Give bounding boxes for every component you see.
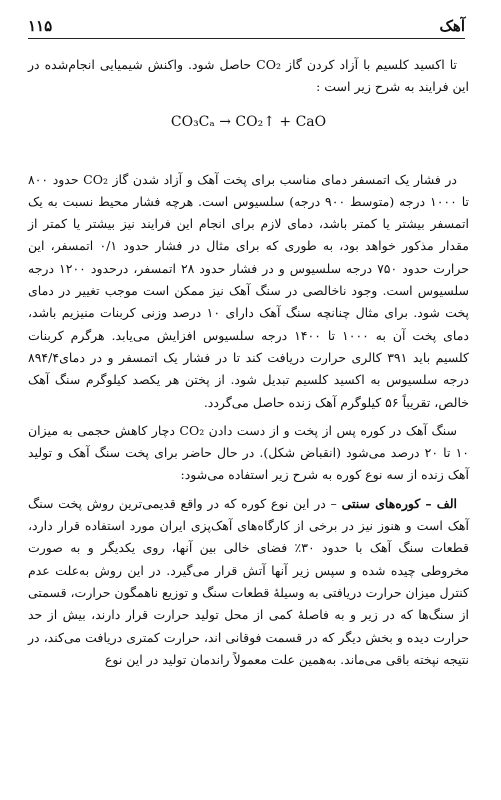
page-header: [28, 12, 465, 39]
page-number: ۱۱۵: [28, 17, 53, 35]
running-title: آهک: [439, 17, 465, 35]
paragraph-traditional-kilns: [28, 493, 469, 671]
section-heading-traditional-kilns: الف – کوره‌های سنتی: [341, 495, 457, 511]
chemical-equation: [28, 109, 469, 135]
equation-text: CO₃Cₐ → CO₂↑ + CaO: [170, 113, 327, 130]
paragraph-temperature: در فشار یک اتمسفر دمای مناسب برای پخت آهک و آزاد شدن گاز CO₂ حدود ۸۰۰ تا ۱۰۰۰ درجه (متوسط ۹۰۰ درجه) سلسیوس است. هرچه فشار محیط نسبت به یک اتمسفر بیشتر یا کمتر باشد، دمای لازم برای انجام این فرایند نیز بیشتر یا کمتر از مقدار مذکور خواهد بود، به طوری که برای مثال در فشار حدود ۰/۱ اتمسفر، این حرارت حدود ۷۵۰ درجه سلسیوس و در فشار حدود ۲۸ اتمسفر، درحدود ۱۲۰۰ درجه سلسیوس است. وجود ناخالصی در سنگ آهک نیز ممکن است موجب تغییر در دمای پخت شود. برای مثال چنانچه سنگ آهک دارای ۱۰ درصد وزنی کربنات منیزیم باشد، دمای پخت آن به ۱۰۰۰ تا ۱۴۰۰ درجه سلسیوس افزایش می‌یابد. هرگرم کربنات کلسیم باید ۳۹۱ کالری حرارت دریافت کند تا در فشار یک اتمسفر و در دمای۸۹۴/۴ درجه سلسیوس به اکسید کلسیم تبدیل شود. از پختن هر یکصد کیلوگرم سنگ آهک خالص، تقریباً ۵۶ کیلوگرم آهک زنده حاصل می‌گردد.: [28, 171, 470, 410]
traditional-kilns-text: – در این نوع کوره که در واقع قدیمی‌ترین روش پخت سنگ آهک است و هنوز نیز در برخی از کارگاه‌های آهک‌پزی ایران مورد استفاده قرار دارد، قطعات سنگ آهک با حدود ۳۰٪ فضای خالی بین آنها، روی یکدیگر و به صورت مخروطی چیده شده و سپس زیر آنها آتش قرار می‌گیرد. در این روش به‌علت عدم کنترل میزان حرارت دریافتی به وسیلهٔ قطعات سنگ و توزیع ناهمگون حرارت، قسمتی از سنگ‌ها که در زیر و به فاصلهٔ کمی از محل تولید حرارت قرار دارند، بیش از حد حرارت دیده و بخش دیگر که در قسمت فوقانی اند، حرارت کمتری دریافت می‌کند، در نتیجه نپخته باقی می‌ماند. به‌همین علت معمولاً راندمان تولید در این نوع: [28, 495, 470, 667]
page-body: [28, 54, 469, 671]
intro-paragraph: تا اکسید کلسیم با آزاد کردن گاز CO₂ حاصل شود. واکنش شیمیایی انجام‌شده در این فرایند به شرح زیر است :: [28, 57, 469, 95]
paragraph-kilns: سنگ آهک در کوره پس از پخت و از دست دادن CO₂ دچار کاهش حجمی به میزان ۱۰ تا ۲۰ درصد می‌شود (انقباض شکل). در حال حاضر برای پخت سنگ آهک و تولید آهک زنده از سه نوع کوره به شرح زیر استفاده می‌شود:: [28, 422, 470, 483]
